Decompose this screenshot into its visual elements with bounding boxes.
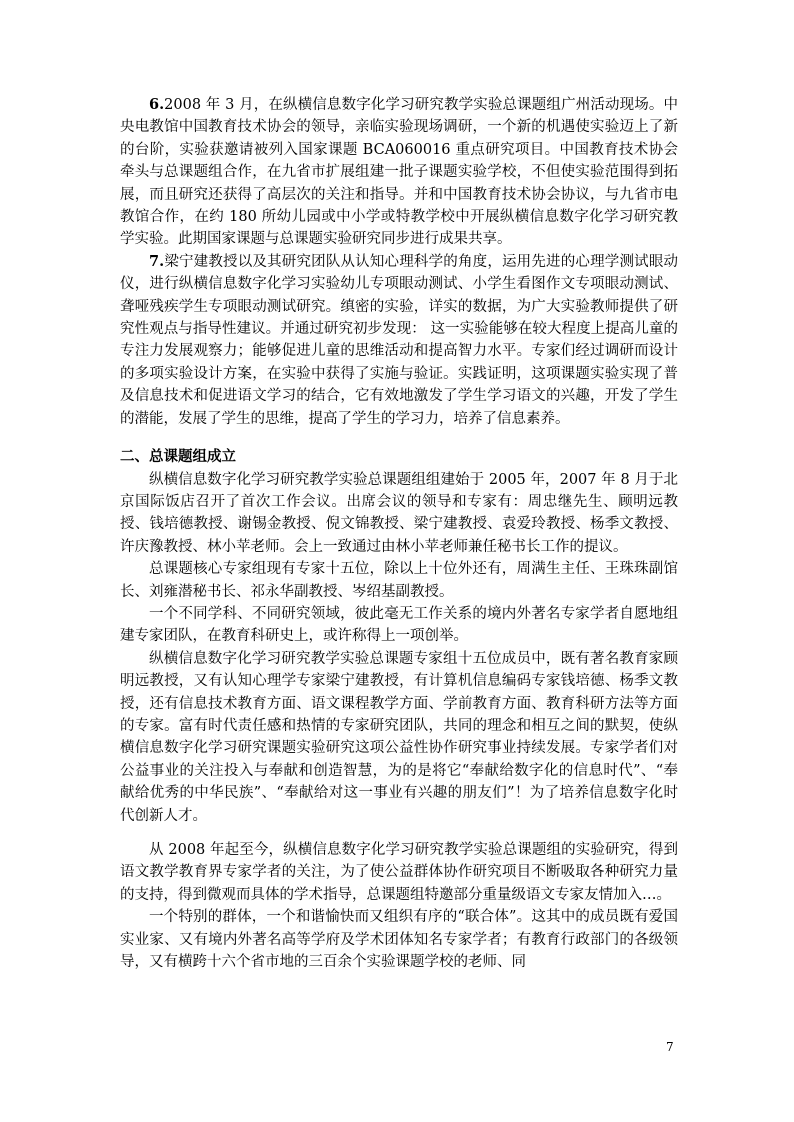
paragraph-item-6 (120, 94, 678, 251)
item-text-6: 2008 年 3 月，在纵横信息数字化学习研究教学实验总课题组广州活动现场。中央电教馆中国教育技术协会的领导，亲临实验现场调研，一个新的机遇使实验迈上了新的台阶，实验获邀请被列入国家课题 BCA060016 重点研究项目。中国教育技术协会牵头与总课题组合作，在九省市扩展组建一批子课题实验学校，不但使实验范围得到拓展，而且研究还获得了高层次的关注和指导。并和中国教育技术协会协议，与九省市电教馆合作，在约 180 所幼儿园或中小学或特教学校中开展纵横信息数字化学习研究教学实验。此期国家课题与总课题实验研究同步进行成果共享。 (120, 97, 678, 248)
paragraph-spacer (120, 827, 678, 839)
paragraph: 一个不同学科、不同研究领域，彼此毫无工作关系的境内外著名专家学者自愿地组建专家团队，在教育科研史上，或许称得上一项创举。 (120, 605, 678, 645)
item-number-6: 6. (149, 96, 165, 113)
section-spacer (120, 430, 678, 446)
paragraph: 一个特别的群体，一个和谐愉快而又组织有序的“联合体”。这其中的成员既有爱国实业家、又有境内外著名高等学府及学术团体知名专家学者；有教育行政部门的各级领导，又有横跨十六个省市地的三百余个实验课题学校的老师、同 (120, 909, 678, 971)
paragraph-item-7 (120, 251, 678, 430)
paragraph: 纵横信息数字化学习研究教学实验总课题专家组十五位成员中，既有著名教育家顾明远教授，又有认知心理学专家梁宁建教授，有计算机信息编码专家钱培德、杨季文教授，还有信息技术教育方面、语文课程教学方面、学前教育方面、教育科研方法等方面的专家。富有时代责任感和热情的专家研究团队，共同的理念和相互之间的默契，使纵横信息数字化学习研究课题实验研究这项公益性协作研究事业持续发展。专家学者们对公益事业的关注投入与奉献和创造智慧，为的是将它“奉献给数字化的信息时代”、“奉献给优秀的中华民族”、“奉献给对这一事业有兴趣的朋友们”！为了培养信息数字化时代创新人才。 (120, 650, 678, 824)
item-text-7: 梁宁建教授以及其研究团队从认知心理科学的角度，运用先进的心理学测试眼动仪，进行纵横信息数字化学习实验幼儿专项眼动测试、小学生看图作文专项眼动测试、聋哑残疾学生专项眼动测试研究。缜密的实验，详实的数据，为广大实验教师提供了研究性观点与指导性建议。并通过研究初步发现： 这一实验能够在较大程度上提高儿童的专注力发展观察力；能够促进儿童的思维活动和提高智力水平。专家们经过调研而设计的多项实验设计方案，在实验中获得了实施与验证。实践证明，这项课题实验实现了普及信息技术和促进语文学习的结合，它有效地激发了学生学习语文的兴趣，开发了学生的潜能，发展了学生的思维，提高了学生的学习力，培养了信息素养。 (120, 253, 678, 427)
paragraph: 总课题核心专家组现有专家十五位，除以上十位外还有，周满生主任、王珠珠副馆长、刘雍潜秘书长、祁永华副教授、岑绍基副教授。 (120, 561, 678, 600)
paragraph: 纵横信息数字化学习研究教学实验总课题组组建始于 2005 年，2007 年 8 月于北京国际饭店召开了首次工作会议。出席会议的领导和专家有：周忠继先生、顾明远教授、钱培德教授、谢锡金教授、倪文锦教授、梁宁建教授、袁爱玲教授、杨季文教授、许庆豫教授、林小苹老师。会上一致通过由林小苹老师兼任秘书长工作的提议。 (120, 471, 678, 555)
section-heading: 二、总课题组成立 (120, 449, 236, 466)
paragraph: 从 2008 年起至今，纵横信息数字化学习研究教学实验总课题组的实验研究，得到语文教学教育界专家学者的关注，为了使公益群体协作研究项目不断吸取各种研究力量的支持，得到微观而具体的学术指导，总课题组特邀部分重量级语文专家友情加入…。 (120, 842, 678, 903)
item-number-7: 7. (149, 252, 165, 270)
page-number: 7 (666, 1040, 674, 1054)
page-content (120, 94, 678, 973)
